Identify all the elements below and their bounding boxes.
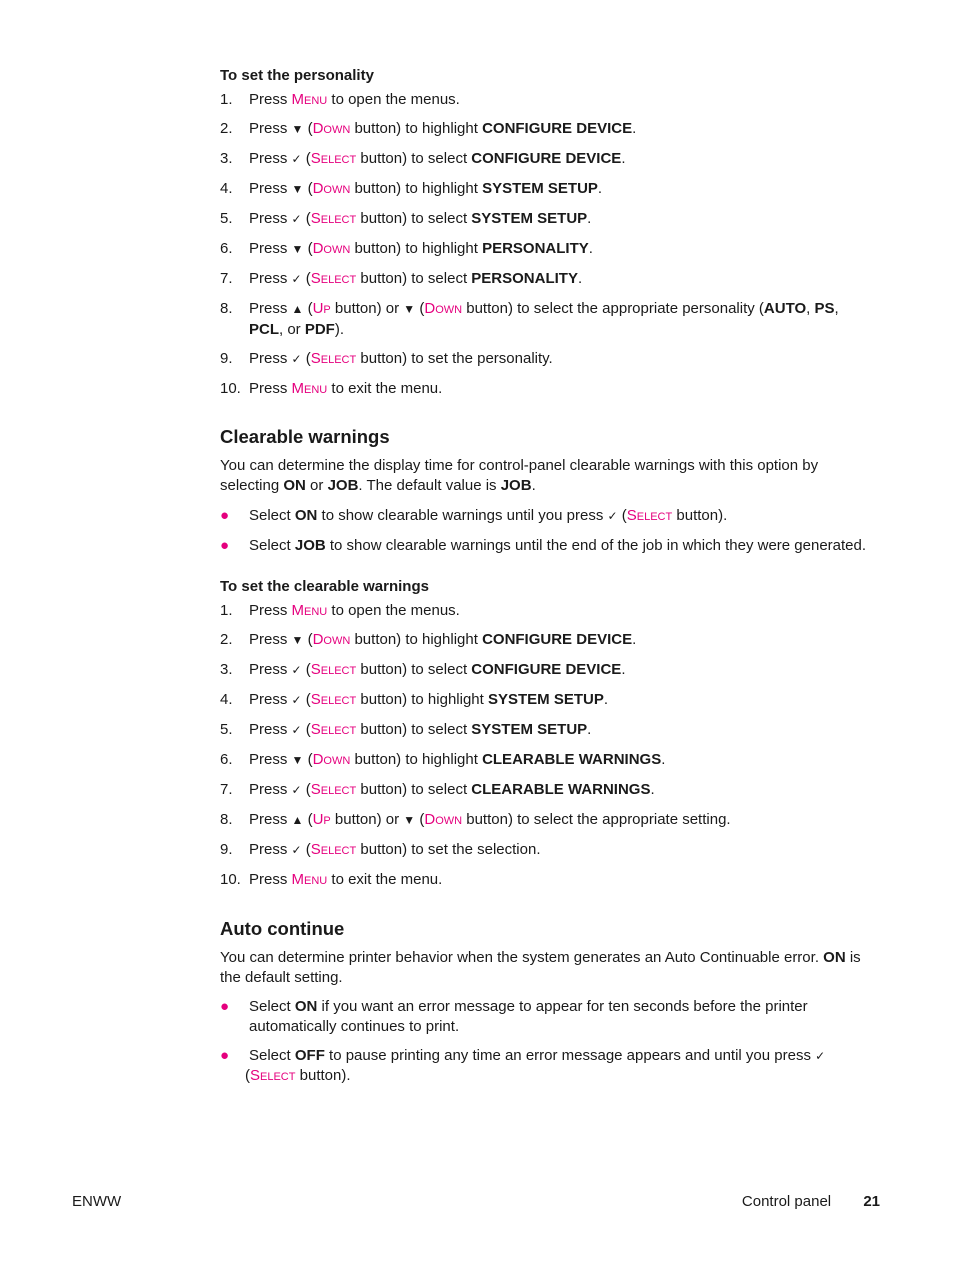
step-number: 4. <box>220 691 233 708</box>
menu-item-name: CONFIGURE DEVICE <box>471 661 622 678</box>
procedure-title-personality: To set the personality <box>220 67 374 84</box>
step-text: Press <box>249 300 292 317</box>
clearable-bullets <box>220 506 875 556</box>
step-8 <box>220 810 875 831</box>
bullet-text: button). <box>672 506 728 524</box>
checkmark-icon: ✓ <box>291 843 302 857</box>
para-text: You can determine the display time for control-panel clearable warnings with this option by selecting <box>220 457 819 494</box>
step-text: . <box>603 691 609 708</box>
down-arrow-icon: ▼ <box>291 242 304 256</box>
menu-item-name: CONFIGURE DEVICE <box>482 120 633 137</box>
step-text: Press <box>249 180 292 197</box>
checkmark-icon: ✓ <box>815 1048 826 1063</box>
step-9 <box>220 840 875 861</box>
step-text: ( <box>303 180 313 197</box>
step-7 <box>220 780 875 801</box>
down-arrow-icon: ▼ <box>291 753 304 767</box>
step-text: , or <box>279 320 305 338</box>
down-key: Down <box>424 300 463 317</box>
option-auto: AUTO <box>763 300 807 317</box>
menu-item-name: PERSONALITY <box>482 240 589 257</box>
option-job: JOB <box>294 536 326 554</box>
step-5 <box>220 720 875 741</box>
bullet-item <box>220 506 875 527</box>
select-key: Select <box>250 1067 296 1084</box>
step-text: Press <box>249 751 292 768</box>
step-number: 9. <box>220 349 233 367</box>
step-number: 2. <box>220 120 233 137</box>
heading-auto-continue: Auto continue <box>220 917 345 939</box>
menu-item-name: CLEARABLE WARNINGS <box>482 751 662 768</box>
step-text: Press <box>249 781 292 798</box>
option-pdf: PDF <box>304 320 335 338</box>
step-text: Press <box>249 210 292 227</box>
select-key: Select <box>310 781 357 798</box>
checkmark-icon: ✓ <box>291 351 302 366</box>
step-text: ( <box>301 721 311 738</box>
auto-bullets <box>220 997 875 1086</box>
menu-key: Menu <box>291 91 328 108</box>
down-key: Down <box>312 751 351 768</box>
bullet-text: button). <box>295 1067 351 1084</box>
step-7 <box>220 269 875 290</box>
clearable-intro <box>220 456 875 496</box>
step-number: 3. <box>220 150 233 167</box>
step-text: . <box>621 661 626 678</box>
bullet-text: to pause printing any time an error message appears and until you press <box>324 1046 816 1064</box>
down-key: Down <box>312 180 351 197</box>
step-text: button) to highlight <box>350 240 483 257</box>
step-text: button) to highlight <box>350 751 483 768</box>
step-text: . <box>587 210 592 227</box>
menu-item-name: PERSONALITY <box>471 270 578 287</box>
option-ps: PS <box>814 300 835 317</box>
step-text: button) to set the selection. <box>356 841 541 858</box>
checkmark-icon: ✓ <box>291 783 302 797</box>
heading-clearable-warnings: Clearable warnings <box>220 426 390 447</box>
step-text: button) to select <box>356 150 472 167</box>
para-text: You can determine printer behavior when the system generates an Auto Continuable error. <box>220 948 824 966</box>
menu-item-name: SYSTEM SETUP <box>482 180 598 197</box>
menu-key: Menu <box>291 602 328 619</box>
up-key: Up <box>312 811 331 828</box>
step-text: button) to set the personality. <box>356 349 553 367</box>
checkmark-icon: ✓ <box>607 508 618 523</box>
step-number: 1. <box>220 91 233 108</box>
select-key: Select <box>310 270 357 287</box>
para-text: . The default value is <box>358 477 501 494</box>
select-key: Select <box>310 841 357 858</box>
step-text: button) to select <box>356 661 472 678</box>
step-text: to open the menus. <box>327 91 460 108</box>
step-text: . <box>587 721 592 738</box>
step-1 <box>220 601 875 621</box>
step-2 <box>220 119 875 140</box>
step-3 <box>220 660 875 681</box>
step-text: ( <box>301 781 311 798</box>
up-key: Up <box>312 300 331 317</box>
footer-section: Control panel <box>741 1193 832 1210</box>
step-number: 6. <box>220 240 233 257</box>
bullet-text: Select <box>249 536 295 554</box>
step-number: 4. <box>220 180 233 197</box>
step-6 <box>220 750 875 771</box>
down-arrow-icon: ▼ <box>403 302 416 316</box>
step-text: ( <box>303 811 313 828</box>
bullet-icon: ● <box>220 536 230 554</box>
option-on: ON <box>294 998 318 1015</box>
bullet-text: Select <box>249 998 295 1015</box>
step-text: button) to highlight <box>350 120 483 137</box>
step-number: 7. <box>220 781 233 798</box>
step-text: button) to select the appropriate setting. <box>462 811 731 828</box>
step-text: ( <box>303 751 313 768</box>
step-text: button) to highlight <box>356 691 488 708</box>
footer-right <box>742 1192 880 1212</box>
step-text: Press <box>249 349 292 367</box>
step-number: 5. <box>220 721 233 738</box>
step-number: 3. <box>220 661 233 678</box>
checkmark-icon: ✓ <box>291 152 302 166</box>
step-text: button) to select <box>356 270 472 287</box>
option-on: ON <box>823 948 846 966</box>
step-text: ( <box>301 691 311 708</box>
option-job: JOB <box>500 477 532 494</box>
option-on: ON <box>294 506 318 524</box>
step-4 <box>220 690 875 711</box>
step-10 <box>220 870 875 890</box>
step-5 <box>220 209 875 230</box>
step-text: to open the menus. <box>327 602 460 619</box>
menu-key: Menu <box>291 871 328 888</box>
personality-steps <box>220 90 875 398</box>
bullet-text: Select <box>249 506 295 524</box>
step-text: button) to highlight <box>350 180 483 197</box>
step-9 <box>220 349 875 370</box>
down-arrow-icon: ▼ <box>291 122 304 136</box>
bullet-item <box>220 1046 875 1086</box>
menu-item-name: SYSTEM SETUP <box>487 691 604 708</box>
step-text: button) to select <box>356 210 472 227</box>
step-1 <box>220 90 875 110</box>
step-text: Press <box>249 602 292 619</box>
step-6 <box>220 239 875 260</box>
footer-left: ENWW <box>72 1193 122 1210</box>
step-text: , <box>806 300 815 317</box>
option-on: ON <box>283 477 306 494</box>
step-text: ( <box>301 150 311 167</box>
step-text: to exit the menu. <box>327 379 443 397</box>
para-text: is the default setting. <box>220 948 861 986</box>
step-text: . <box>621 150 626 167</box>
select-key: Select <box>310 721 357 738</box>
step-text: button) to select the appropriate personality ( <box>462 300 764 317</box>
bullet-icon: ● <box>220 998 230 1015</box>
step-text: . <box>650 781 655 798</box>
menu-item-name: CONFIGURE DEVICE <box>471 150 622 167</box>
select-key: Select <box>310 661 357 678</box>
step-text: Press <box>249 270 292 287</box>
step-text: ( <box>303 631 313 648</box>
menu-key: Menu <box>291 379 328 397</box>
page-number: 21 <box>863 1193 880 1210</box>
step-text: . <box>632 120 637 137</box>
step-10 <box>220 379 875 399</box>
auto-intro <box>220 948 875 988</box>
step-text: ( <box>301 349 311 367</box>
step-number: 9. <box>220 841 233 858</box>
step-text: Press <box>249 691 292 708</box>
checkmark-icon: ✓ <box>291 663 302 677</box>
para-text: or <box>305 477 328 494</box>
step-text: ( <box>303 240 313 257</box>
step-text: Press <box>249 120 292 137</box>
step-text: Press <box>249 661 292 678</box>
step-text: button) to highlight <box>350 631 483 648</box>
step-number: 10. <box>220 379 241 397</box>
down-arrow-icon: ▼ <box>403 813 416 827</box>
down-arrow-icon: ▼ <box>291 633 304 647</box>
up-arrow-icon: ▲ <box>291 813 304 827</box>
step-3 <box>220 149 875 170</box>
bullet-text: ( <box>245 1067 250 1084</box>
step-text: . <box>597 180 603 197</box>
bullet-text: Select <box>249 1046 295 1064</box>
step-text: . <box>661 751 666 768</box>
option-off: OFF <box>294 1046 325 1064</box>
step-number: 10. <box>220 871 241 888</box>
option-pcl: PCL <box>249 320 279 338</box>
down-arrow-icon: ▼ <box>291 182 304 196</box>
checkmark-icon: ✓ <box>291 723 302 737</box>
step-text: ( <box>303 300 313 317</box>
select-key: Select <box>310 349 357 367</box>
menu-item-name: SYSTEM SETUP <box>471 210 588 227</box>
step-number: 2. <box>220 631 233 648</box>
step-number: 7. <box>220 270 233 287</box>
step-text: button) or <box>330 811 404 828</box>
step-8 <box>220 299 875 339</box>
step-text: to exit the menu. <box>327 871 443 888</box>
step-2 <box>220 630 875 651</box>
select-key: Select <box>310 210 357 227</box>
up-arrow-icon: ▲ <box>291 302 304 316</box>
checkmark-icon: ✓ <box>291 693 302 707</box>
down-key: Down <box>312 240 351 257</box>
menu-item-name: CLEARABLE WARNINGS <box>471 781 651 798</box>
step-text: ). <box>334 320 345 338</box>
step-number: 5. <box>220 210 233 227</box>
step-text: ( <box>301 210 311 227</box>
step-text: Press <box>249 379 292 397</box>
para-text: . <box>531 477 536 494</box>
bullet-text: to show clearable warnings until the end of the job in which they were generated. <box>325 536 867 554</box>
step-text: Press <box>249 631 292 648</box>
bullet-item <box>220 997 875 1036</box>
checkmark-icon: ✓ <box>291 212 302 226</box>
procedure-title-clearable: To set the clearable warnings <box>220 578 429 595</box>
step-text: Press <box>249 841 292 858</box>
step-text: button) to select <box>356 721 472 738</box>
step-text: Press <box>249 240 292 257</box>
bullet-icon: ● <box>220 506 230 524</box>
select-key: Select <box>626 506 673 524</box>
step-text: ( <box>301 270 311 287</box>
select-key: Select <box>310 150 357 167</box>
step-text: Press <box>249 721 292 738</box>
step-number: 1. <box>220 602 233 619</box>
down-key: Down <box>424 811 463 828</box>
step-text: ( <box>415 300 425 317</box>
step-text: Press <box>249 811 292 828</box>
step-text: Press <box>249 91 292 108</box>
down-key: Down <box>312 631 351 648</box>
menu-item-name: SYSTEM SETUP <box>471 721 588 738</box>
down-key: Down <box>312 120 351 137</box>
bullet-icon: ● <box>220 1046 230 1064</box>
step-number: 8. <box>220 300 233 317</box>
bullet-item <box>220 536 875 556</box>
menu-item-name: CONFIGURE DEVICE <box>482 631 633 648</box>
bullet-text: ( <box>617 506 627 524</box>
option-job: JOB <box>327 477 359 494</box>
step-text: Press <box>249 150 292 167</box>
step-number: 8. <box>220 811 233 828</box>
select-key: Select <box>310 691 357 708</box>
step-text: ( <box>303 120 313 137</box>
page-content <box>220 62 875 1095</box>
step-text: ( <box>415 811 425 828</box>
step-4 <box>220 179 875 200</box>
step-text: button) or <box>330 300 404 317</box>
step-text: ( <box>301 661 311 678</box>
step-number: 6. <box>220 751 233 768</box>
step-text: ( <box>301 841 311 858</box>
clearable-steps <box>220 601 875 890</box>
step-text: . <box>588 240 593 257</box>
step-text: . <box>577 270 583 287</box>
step-text: button) to select <box>356 781 472 798</box>
step-text: Press <box>249 871 292 888</box>
checkmark-icon: ✓ <box>291 272 302 286</box>
step-text: . <box>632 631 637 648</box>
step-text: , <box>834 300 839 317</box>
bullet-text: if you want an error message to appear for ten seconds before the printer automatically continues to print. <box>249 998 808 1035</box>
bullet-text: to show clearable warnings until you press <box>317 506 608 524</box>
